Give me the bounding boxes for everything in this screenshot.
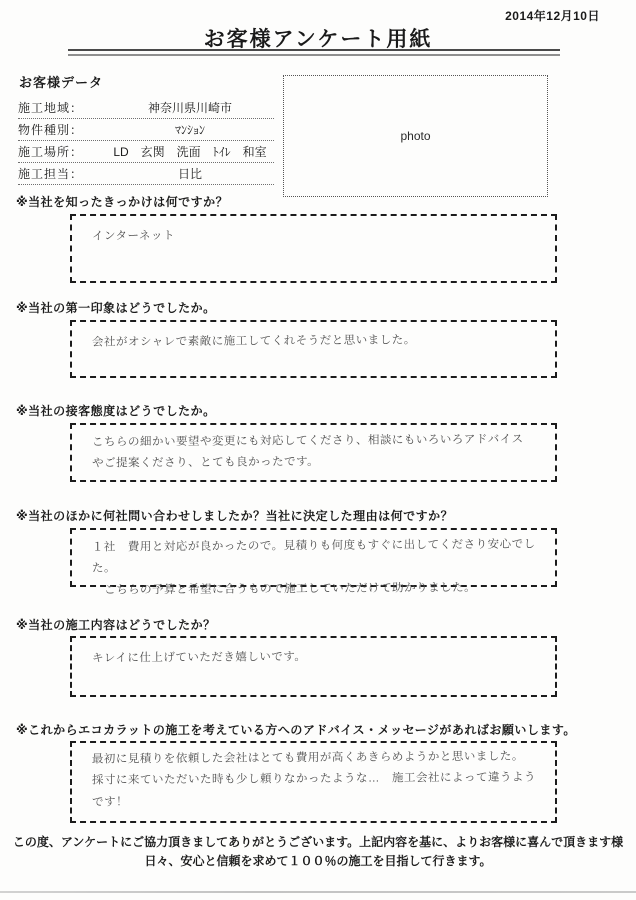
customer-data-table xyxy=(18,97,274,185)
row-value: LD 玄関 洗面 ﾄｲﾚ 和室 xyxy=(113,145,267,159)
handwritten-answer: 会社がオシャレで素敵に施工してくれそうだと思いました。 xyxy=(91,334,416,349)
title-double-rule xyxy=(68,49,560,56)
question-label-work-content: ※当社の施工内容はどうでしたか？ xyxy=(16,618,216,632)
answer-box-service-attitude xyxy=(70,423,557,482)
question-label-trigger: ※当社を知ったきっかけは何ですか？ xyxy=(16,195,229,209)
question-label-advice-message: ※これからエコカラットの施工を考えている方へのアドバイス・メッセージがあればお願いします。 xyxy=(16,723,576,737)
customer-data-row-property-type xyxy=(18,119,274,141)
customer-data-row-staff xyxy=(18,163,274,185)
footer-note-line2: 日々、安心と信頼を求めて１００％の施工を目指して行きます。 xyxy=(144,853,492,868)
row-value: 神奈川県川崎市 xyxy=(147,101,232,115)
answer-box-first-impression xyxy=(70,320,557,378)
handwritten-answer: 最初に見積りを依頼した会社はとても費用が高くあきらめようかと思いました。 採寸に来ていただいた時も少し頼りなかったような… 施工会社によって違うよう です！ xyxy=(91,750,537,809)
survey-date: 2014年12月10日 xyxy=(505,9,600,23)
answer-box-work-content xyxy=(70,636,557,697)
footer-note xyxy=(0,833,636,870)
row-value: ﾏﾝｼｮﾝ xyxy=(174,123,205,137)
customer-data-row-region xyxy=(18,97,274,119)
question-label-service-attitude: ※当社の接客態度はどうでしたか。 xyxy=(16,404,216,418)
photo-label: photo xyxy=(400,129,431,143)
row-label: 物件種別： xyxy=(18,123,84,137)
question-label-first-impression: ※当社の第一印象はどうでしたか。 xyxy=(16,301,216,315)
customer-data-row-location xyxy=(18,141,274,163)
answer-box-decision-reason xyxy=(70,528,557,597)
footer-note-line1: この度、アンケートにご協力頂きましてありがとうございます。上記内容を基に、よりお客様に喜んで頂きます様 xyxy=(12,835,624,849)
row-label: 施工地域： xyxy=(18,101,84,115)
row-label: 施工場所： xyxy=(18,145,84,159)
page-title: お客様アンケート用紙 xyxy=(203,28,433,51)
answer-box-trigger xyxy=(70,214,557,283)
row-value: 日比 xyxy=(177,167,202,181)
photo-placeholder xyxy=(283,75,548,197)
scan-edge-line xyxy=(0,891,636,893)
handwritten-answer: こちらの細かい要望や変更にも対応してくださり、相談にもいろいろアドバイス やご提案くださり、とても良かったです。 xyxy=(91,433,524,470)
question-label-decision-reason: ※当社のほかに何社問い合わせしましたか？当社に決定した理由は何ですか？ xyxy=(16,509,454,523)
handwritten-answer: インターネット xyxy=(91,230,176,243)
handwritten-answer: １社 費用と対応が良かったので。見積りも何度もすぐに出してくださり安心でした。 こちらの予算と希望に合うもので施工していただけて助かりました。 xyxy=(91,538,536,597)
row-label: 施工担当： xyxy=(18,167,84,181)
customer-data-heading: お客様データ xyxy=(19,75,104,90)
answer-box-advice-message xyxy=(70,741,557,823)
handwritten-answer: キレイに仕上げていただき嬉しいです。 xyxy=(91,651,307,665)
